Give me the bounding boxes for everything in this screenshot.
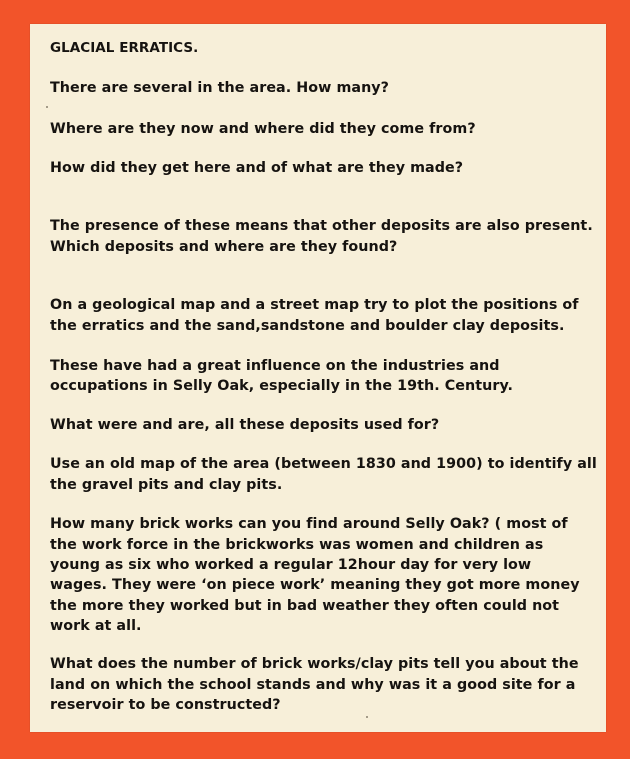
text-line: wages. They were ‘on piece work’ meaning they got more money [50,577,580,593]
text-line: the work force in the brickworks was women and children as [50,537,544,553]
text-line: These have had a great influence on the industries and [50,358,500,374]
text-line: How did they get here and of what are they made? [50,160,464,176]
text-line: the more they worked but in bad weather they often could not [50,598,560,614]
text-line: Where are they now and where did they come from? [50,121,476,137]
text-line: the gravel pits and clay pits. [50,477,283,493]
text-line: the erratics and the sand,sandstone and boulder clay deposits. [50,318,565,334]
text-line: young as six who worked a regular 12hour day for very low [50,557,532,573]
text-line: Use an old map of the area (between 1830 and 1900) to identify all [50,456,597,472]
paper-sheet [30,24,606,732]
text-line: There are several in the area. How many? [50,80,390,96]
text-line: On a geological map and a street map try to plot the positions of [50,297,579,313]
text-line: reservoir to be constructed? [50,697,281,713]
text-line: The presence of these means that other deposits are also present. [50,218,593,234]
text-line: land on which the school stands and why was it a good site for a [50,677,576,693]
paper-speck [366,716,368,718]
page-title: GLACIAL ERRATICS. [50,40,199,56]
text-line: Which deposits and where are they found? [50,239,398,255]
text-line: What were and are, all these deposits used for? [50,417,440,433]
text-line: work at all. [50,618,142,634]
text-line: occupations in Selly Oak, especially in the 19th. Century. [50,378,514,394]
paper-speck [46,106,48,108]
text-line: What does the number of brick works/clay pits tell you about the [50,656,579,672]
text-line: How many brick works can you find around Selly Oak? ( most of [50,516,568,532]
